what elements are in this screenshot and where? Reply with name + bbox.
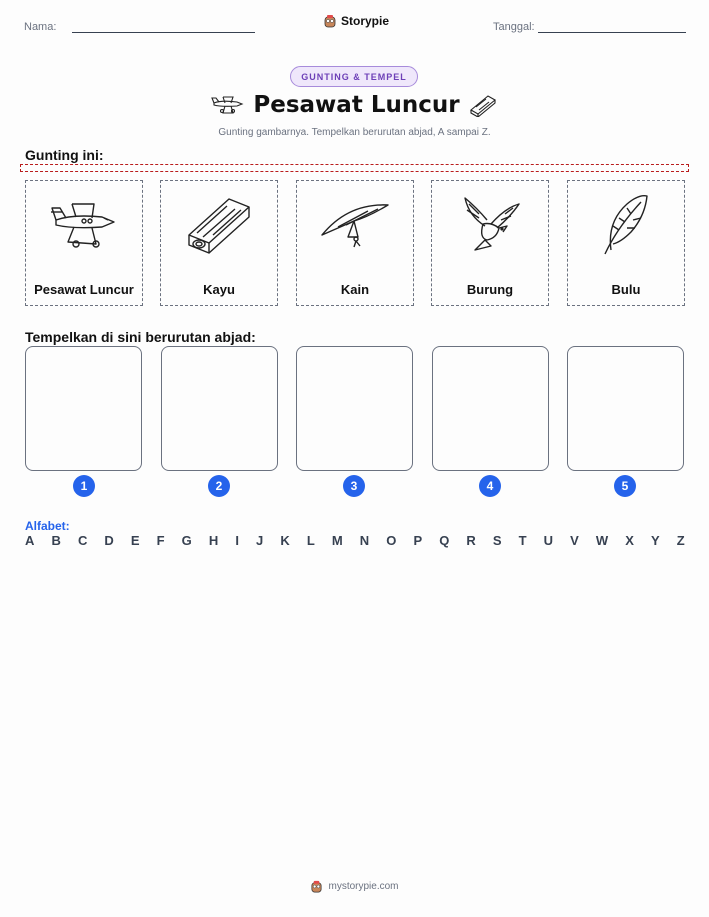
alphabet-letter: J: [256, 533, 264, 548]
alphabet-letter: W: [595, 533, 609, 548]
alphabet-letter: Z: [676, 533, 685, 548]
paste-slot-2[interactable]: [161, 346, 278, 471]
alphabet-letter: D: [104, 533, 114, 548]
card-label: Burung: [466, 282, 514, 297]
paste-slot-1[interactable]: [25, 346, 142, 471]
wood-log-icon: [468, 93, 498, 117]
alphabet-letter: A: [25, 533, 35, 548]
alphabet-letter: M: [331, 533, 343, 548]
paste-slot-4[interactable]: [432, 346, 549, 471]
name-label: Nama:: [24, 21, 57, 33]
name-line[interactable]: [72, 32, 255, 33]
storypie-mascot-icon: [310, 880, 323, 893]
airplane-icon: [48, 198, 120, 250]
slot-number: 3: [343, 475, 365, 497]
brand-name: Storypie: [341, 14, 390, 28]
alphabet-letter: R: [466, 533, 476, 548]
alphabet-letter: G: [181, 533, 192, 548]
wood-log-icon: [183, 193, 255, 255]
alphabet-letter: O: [386, 533, 397, 548]
cut-card-bird[interactable]: [431, 180, 549, 306]
alphabet-letter: I: [235, 533, 239, 548]
alphabet-letter: V: [570, 533, 579, 548]
alphabet-letter: N: [359, 533, 370, 548]
cut-line: [20, 164, 689, 172]
alphabet-letter: Q: [439, 533, 450, 548]
alphabet-letter: U: [543, 533, 554, 548]
alphabet-letter: B: [51, 533, 61, 548]
alphabet-letter: H: [208, 533, 219, 548]
alphabet-letter: T: [518, 533, 527, 548]
cut-card-cloth[interactable]: [296, 180, 414, 306]
paste-slot-3[interactable]: [296, 346, 413, 471]
instructions: Gunting gambarnya. Tempelkan berurutan abjad, A sampai Z.: [218, 127, 491, 138]
footer: [0, 880, 709, 893]
alphabet-letter: L: [306, 533, 315, 548]
card-label: Kayu: [203, 282, 235, 297]
card-label: Bulu: [611, 282, 641, 297]
feather-icon: [601, 192, 651, 256]
alphabet-letter: X: [625, 533, 634, 548]
storypie-mascot-icon: [323, 14, 337, 28]
date-label: Tanggal:: [493, 21, 535, 33]
alphabet-heading: Alfabet:: [25, 519, 70, 533]
cut-card-feather[interactable]: [567, 180, 685, 306]
airplane-icon: [211, 94, 245, 116]
alphabet-letter: C: [77, 533, 88, 548]
hang-glider-icon: [318, 199, 392, 249]
slot-number: 4: [479, 475, 501, 497]
activity-badge: GUNTING & TEMPEL: [290, 66, 418, 87]
alphabet-letter: P: [413, 533, 423, 548]
cut-card-wood[interactable]: [160, 180, 278, 306]
card-label: Pesawat Luncur: [34, 282, 134, 297]
alphabet-letter: F: [156, 533, 165, 548]
slot-number: 1: [73, 475, 95, 497]
footer-site[interactable]: mystorypie.com: [328, 881, 399, 892]
title-row: [0, 92, 709, 118]
slot-number: 5: [614, 475, 636, 497]
alphabet-letter: K: [280, 533, 290, 548]
brand-logo: [323, 14, 389, 28]
date-line[interactable]: [538, 32, 686, 33]
alphabet-letter: E: [130, 533, 140, 548]
card-label: Kain: [340, 282, 370, 297]
cut-heading: Gunting ini:: [25, 147, 104, 163]
page-title: Pesawat Luncur: [253, 92, 460, 118]
slot-number: 2: [208, 475, 230, 497]
cut-card-airplane[interactable]: [25, 180, 143, 306]
alphabet-letter: S: [492, 533, 502, 548]
paste-heading: Tempelkan di sini berurutan abjad:: [25, 329, 256, 345]
alphabet-letter: Y: [650, 533, 660, 548]
alphabet-row: [25, 533, 685, 548]
bird-icon: [457, 194, 523, 254]
paste-slot-5[interactable]: [567, 346, 684, 471]
